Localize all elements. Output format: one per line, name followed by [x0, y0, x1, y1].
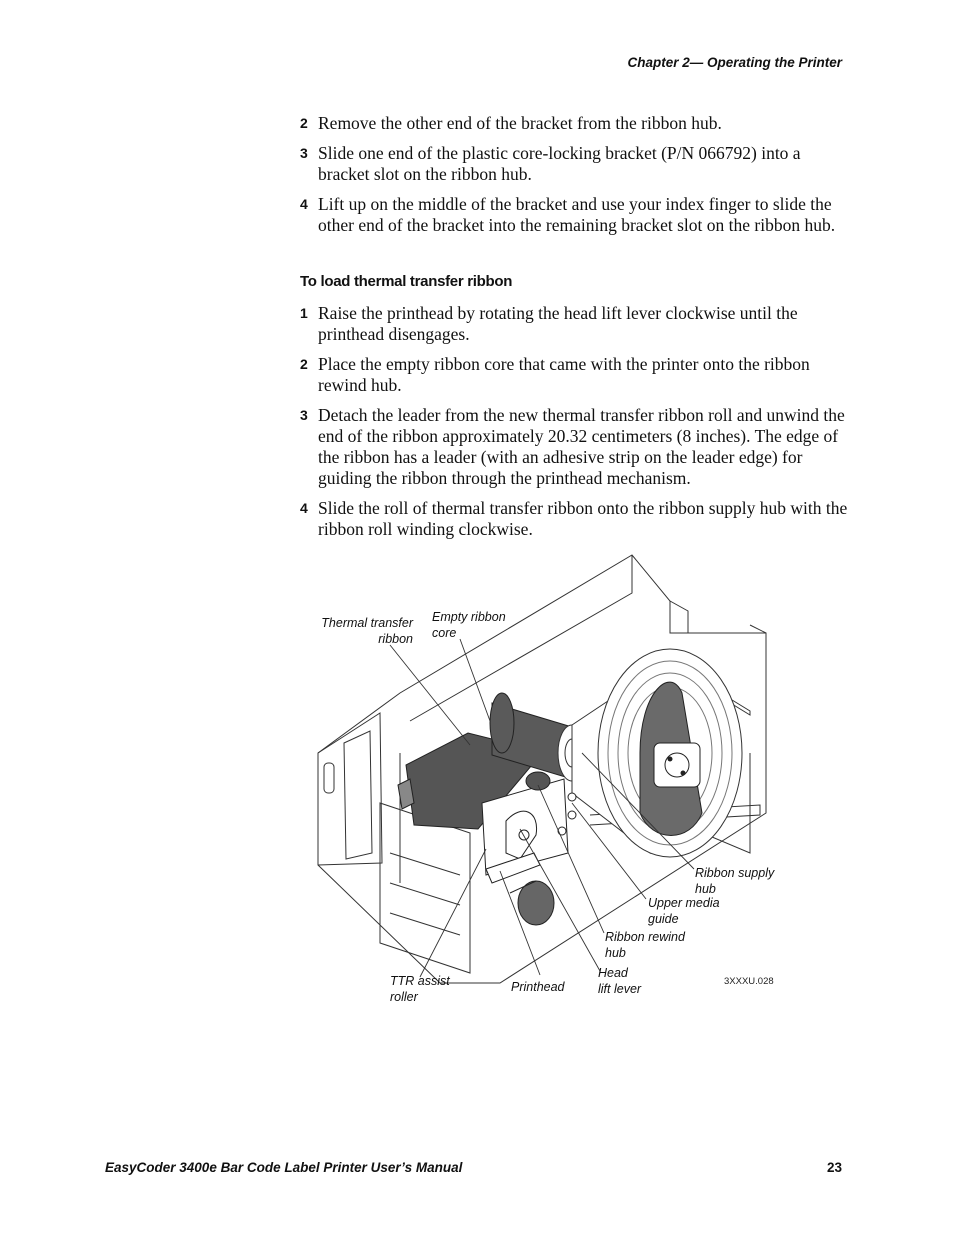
media-bay — [380, 803, 470, 973]
callout-upper-media-guide: Upper media guide — [648, 896, 720, 926]
steps-list-load-ribbon — [300, 303, 848, 549]
step-number: 3 — [300, 407, 308, 423]
running-header: Chapter 2— Operating the Printer — [627, 55, 842, 70]
callout-ribbon-supply-hub: Ribbon supply hub — [695, 866, 775, 896]
cabinet-rear-panel — [670, 601, 688, 633]
step-number: 2 — [300, 356, 308, 372]
front-button — [324, 763, 334, 793]
page-number: 23 — [826, 1160, 842, 1175]
rewind-hub-knob — [526, 772, 550, 790]
footer-manual-title: EasyCoder 3400e Bar Code Label Printer User’s Manual — [105, 1160, 463, 1175]
step-item — [300, 354, 848, 396]
leader-empty-ribbon-core — [460, 639, 490, 721]
step-item — [300, 113, 848, 134]
front-panel — [318, 713, 382, 865]
leader-thermal-transfer-ribbon — [390, 645, 470, 745]
step-number: 1 — [300, 305, 308, 321]
callout-head-lift-lever: Head lift lever — [598, 966, 642, 996]
steps-list-bracket — [300, 113, 848, 245]
callout-thermal-transfer-ribbon: Thermal transfer ribbon — [321, 616, 413, 646]
ttr-assist-roller — [518, 881, 554, 925]
step-text: Slide one end of the plastic core-locking bracket (P/N 066792) into a bracket slot on the ribbon hub. — [318, 143, 801, 184]
step-item — [300, 498, 848, 540]
step-text: Detach the leader from the new thermal transfer ribbon roll and unwind the end of the ribbon approximately 20.32 centimeters (8 inches). The edge of the ribbon has a leader (with an adhesive strip on the leader edge) for guiding the ribbon through the printhead mechanism. — [318, 405, 845, 488]
step-text: Lift up on the middle of the bracket and use your index finger to slide the other end of the bracket into the remaining bracket slot on the ribbon hub. — [318, 194, 836, 235]
figure-id: 3XXXU.028 — [724, 976, 774, 987]
step-number: 3 — [300, 145, 308, 161]
section-heading: To load thermal transfer ribbon — [300, 273, 513, 290]
step-number: 4 — [300, 196, 308, 212]
footer — [105, 1160, 842, 1175]
step-number: 2 — [300, 115, 308, 131]
step-item — [300, 194, 848, 236]
callout-ribbon-rewind-hub: Ribbon rewind hub — [605, 930, 685, 960]
step-text: Raise the printhead by rotating the head lift lever clockwise until the printhead disengages. — [318, 303, 798, 344]
step-item — [300, 143, 848, 185]
leader-ttr-assist-roller — [420, 849, 486, 977]
step-text: Remove the other end of the bracket from the ribbon hub. — [318, 113, 722, 133]
display-panel — [344, 731, 372, 859]
step-text: Slide the roll of thermal transfer ribbon onto the ribbon supply hub with the ribbon roll winding clockwise. — [318, 498, 848, 539]
callout-ttr-assist-roller: TTR assist roller — [390, 974, 450, 1004]
callout-printhead: Printhead — [511, 980, 565, 994]
step-number: 4 — [300, 500, 308, 516]
step-item — [300, 303, 848, 345]
step-item — [300, 405, 848, 489]
step-text: Place the empty ribbon core that came with the printer onto the ribbon rewind hub. — [318, 354, 810, 395]
callout-empty-ribbon-core: Empty ribbon core — [432, 610, 506, 640]
printer-illustration — [310, 553, 790, 1013]
